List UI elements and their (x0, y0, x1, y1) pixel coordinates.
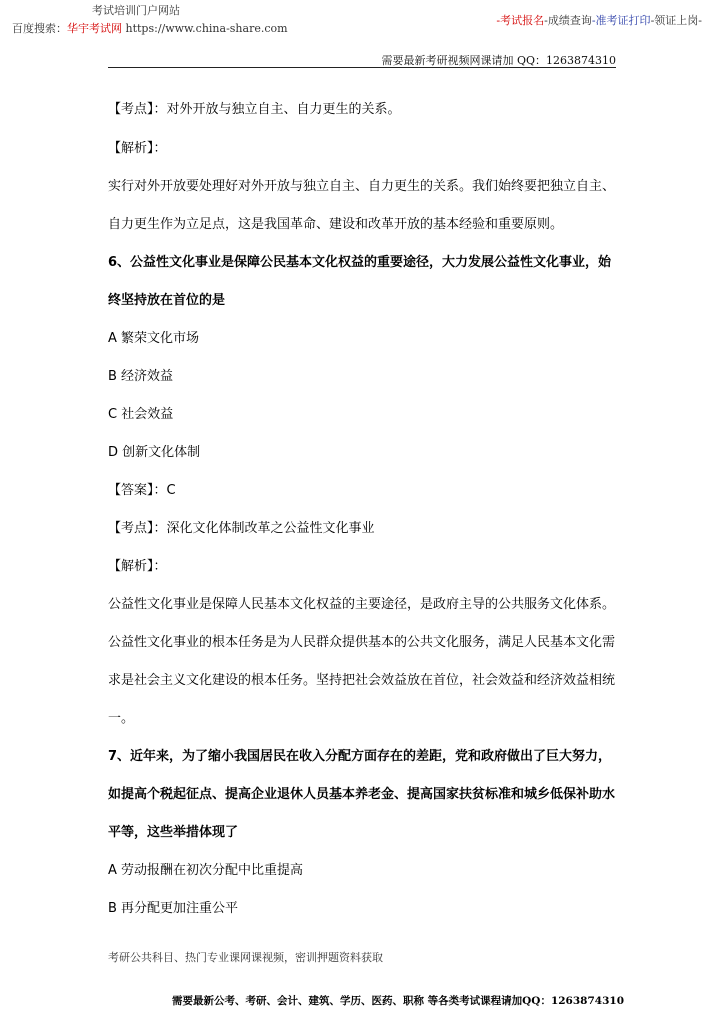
analysis-text: 公益性文化事业的根本任务是为人民群众提供基本的公共文化服务，满足人民基本文化需 (108, 635, 616, 650)
kaodian-line: 【考点】：对外开放与独立自主、自力更生的关系。 (108, 102, 401, 117)
jiexi-label: 【解析】： (108, 559, 167, 574)
kaodian-line: 【考点】：深化文化体制改革之公益性文化事业 (108, 521, 375, 536)
question-7: 平等，这些举措体现了 (108, 825, 239, 840)
brand-link[interactable]: 华宇考试网 (67, 22, 122, 35)
question-6: 终坚持放在首位的是 (108, 293, 226, 308)
site-name: 考试培训门户网站 (92, 4, 180, 17)
question-7: 如提高个税起征点、提高企业退休人员基本养老金、提高国家扶贫标准和城乡低保补助水 (108, 787, 616, 802)
baidu-search-row (12, 20, 288, 36)
analysis-text: 实行对外开放要处理好对外开放与独立自主、自力更生的关系。我们始终要把独立自主、 (108, 179, 616, 194)
analysis-text: 求是社会主义文化建设的根本任务。坚持把社会效益放在首位，社会效益和经济效益相统 (108, 673, 616, 688)
qq-notice-header: 需要最新考研视频网课请加 QQ：1263874310 (381, 54, 616, 67)
site-url[interactable]: https://www.china-share.com (125, 22, 288, 35)
admission-print-link[interactable]: -准考证打印 (591, 14, 651, 27)
question-6: 6、公益性文化事业是保障公民基本文化权益的重要途径，大力发展公益性文化事业，始 (108, 255, 612, 270)
footer-qq-notice: 需要最新公考、考研、会计、建筑、学历、医药、职称 等各类考试课程请加QQ：1263874310 (172, 995, 625, 1007)
answer-line: 【答案】：C (108, 483, 176, 498)
baidu-label: 百度搜索： (12, 22, 67, 35)
cert-pickup-link[interactable]: -领证上岗- (650, 14, 702, 27)
analysis-text: 公益性文化事业是保障人民基本文化权益的主要途径，是政府主导的公共服务文化体系。 (108, 597, 616, 612)
analysis-text: 一。 (108, 711, 135, 726)
question-7: 7、近年来，为了缩小我国居民在收入分配方面存在的差距，党和政府做出了巨大努力， (108, 749, 612, 764)
header-divider (108, 67, 616, 68)
option-a: A 劳动报酬在初次分配中比重提高 (108, 863, 304, 878)
score-query-link[interactable]: -成绩查询 (544, 14, 592, 27)
analysis-text: 自力更生作为立足点，这是我国革命、建设和改革开放的基本经验和重要原则。 (108, 217, 564, 232)
option-d: D 创新文化体制 (108, 445, 201, 460)
option-b: B 经济效益 (108, 369, 174, 384)
option-c: C 社会效益 (108, 407, 174, 422)
exam-signup-link[interactable]: -考试报名 (496, 14, 545, 27)
footer-note: 考研公共科目、热门专业课网课视频，密训押题资料获取 (108, 951, 383, 964)
option-b: B 再分配更加注重公平 (108, 901, 239, 916)
option-a: A 繁荣文化市场 (108, 331, 200, 346)
top-links (496, 12, 702, 28)
jiexi-label: 【解析】： (108, 141, 167, 156)
